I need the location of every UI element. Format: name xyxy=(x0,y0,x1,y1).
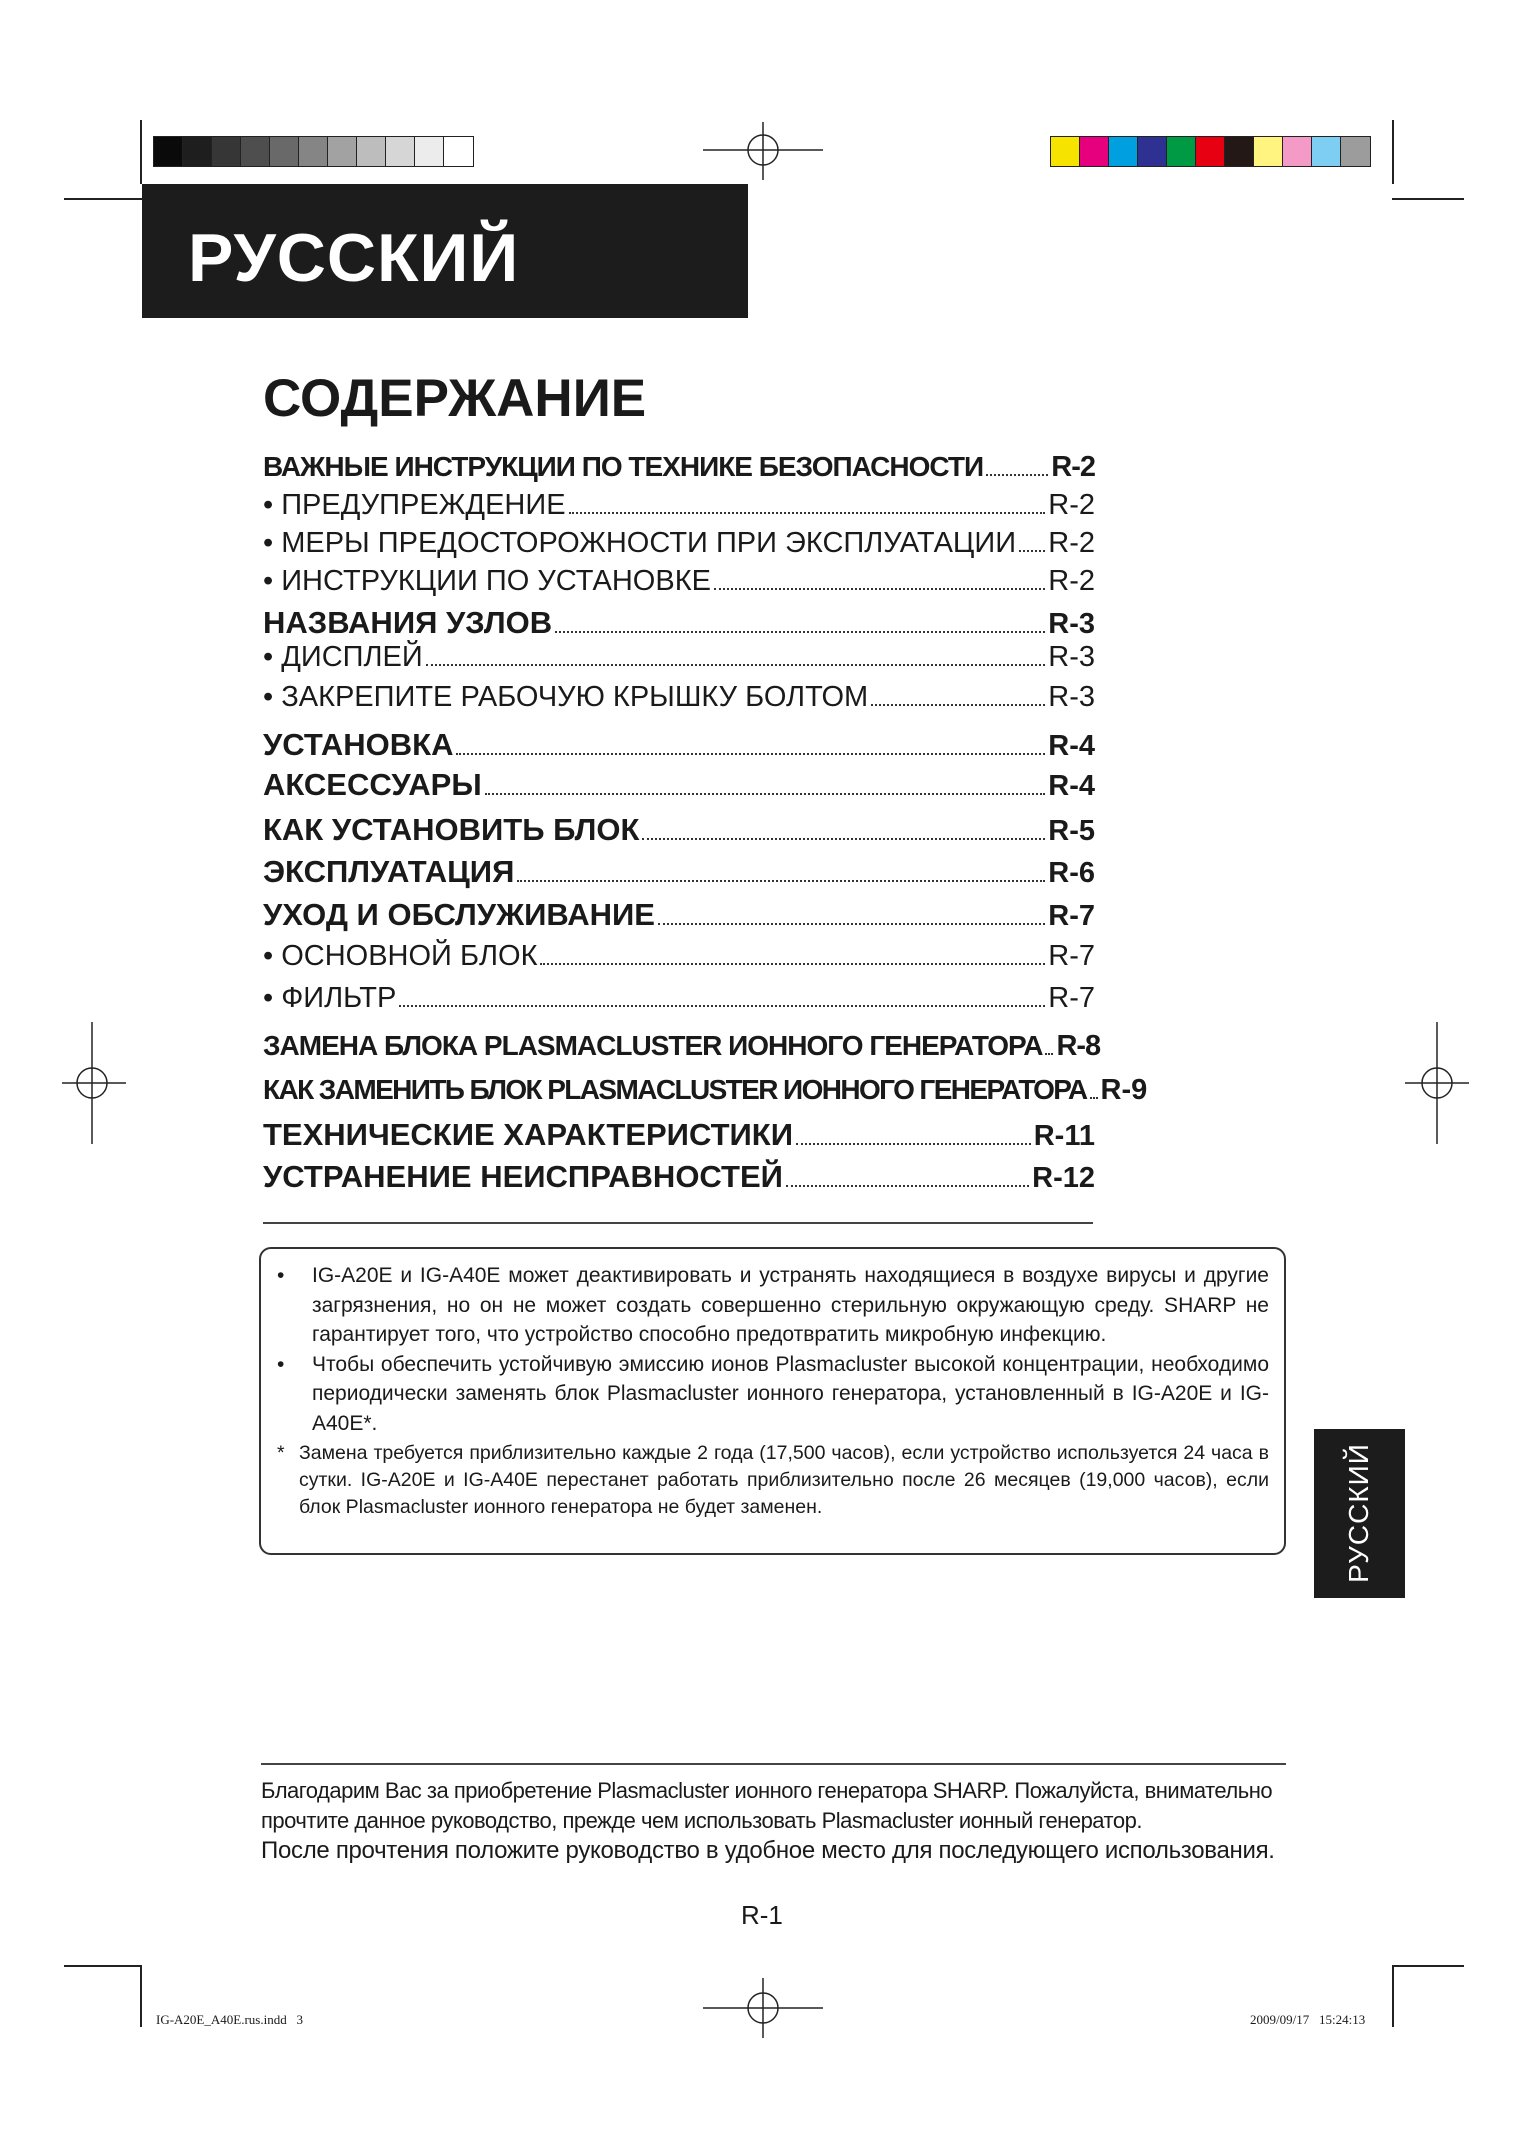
registration-mark-top xyxy=(703,122,823,182)
toc-entry xyxy=(263,566,1095,598)
toc-entry-label: • ИНСТРУКЦИИ ПО УСТАНОВКЕ xyxy=(263,565,711,597)
intro-line: прочтите данное руководство, прежде чем использовать Plasmacluster ионный генератор. xyxy=(261,1808,1142,1833)
toc-entry-page: R-3 xyxy=(1048,681,1095,713)
calibration-swatch xyxy=(1312,137,1341,166)
calibration-swatch xyxy=(1341,137,1370,166)
toc-entry-label: ТЕХНИЧЕСКИЕ ХАРАКТЕРИСТИКИ xyxy=(263,1117,793,1152)
calibration-swatch xyxy=(1283,137,1312,166)
toc-entry xyxy=(263,728,1095,763)
toc-entry xyxy=(263,1118,1095,1153)
notice-footnote-text: Замена требуется приблизительно каждые 2 года (17,500 часов), если устройство используется 24 часа в сутки. IG-A20E и IG-A40E перестанет работать приблизительно после 26 месяцев (19,000 часов), если блок Plasmacluster ионного генератора не будет заменен. xyxy=(299,1442,1269,1518)
registration-mark-bottom xyxy=(703,1978,823,2038)
toc-entry-page: R-4 xyxy=(1048,770,1095,802)
toc-entry-page: R-5 xyxy=(1048,815,1095,847)
toc-entry-label: • ФИЛЬТР xyxy=(263,982,397,1014)
toc-entry-label: ВАЖНЫЕ ИНСТРУКЦИИ ПО ТЕХНИКЕ БЕЗОПАСНОСТИ xyxy=(263,451,984,482)
toc-entry xyxy=(263,1074,1148,1107)
calibration-swatch xyxy=(415,137,444,166)
toc-title: СОДЕРЖАНИЕ xyxy=(263,369,647,428)
toc-entry-page: R-8 xyxy=(1056,1030,1101,1062)
intro-text xyxy=(261,1776,1286,1866)
toc-entry xyxy=(263,1030,1101,1063)
calibration-swatch xyxy=(328,137,357,166)
calibration-swatch xyxy=(386,137,415,166)
notice-item: • Чтобы обеспечить устойчивую эмиссию ионов Plasmacluster высокой концентрации, необходимо периодически заменять блок Plasmacluster ионного генератора, установленный в IG-A20E и IG-A40E*. xyxy=(277,1352,1269,1435)
toc-entry-page: R-3 xyxy=(1048,641,1095,673)
registration-mark-left xyxy=(62,1022,126,1144)
toc-entry xyxy=(263,768,1095,803)
calibration-swatch xyxy=(1051,137,1080,166)
toc-entry-label: • ЗАКРЕПИТЕ РАБОЧУЮ КРЫШКУ БОЛТОМ xyxy=(263,681,869,713)
toc-entry-page: R-6 xyxy=(1048,857,1095,889)
toc-entry-label: НАЗВАНИЯ УЗЛОВ xyxy=(263,605,553,640)
footer-file-name: IG-A20E_A40E.rus.indd 3 xyxy=(156,2012,303,2027)
toc-entry-page: R-2 xyxy=(1051,451,1095,483)
calibration-swatch xyxy=(1167,137,1196,166)
toc-entry-page: R-2 xyxy=(1048,489,1095,521)
calibration-swatch xyxy=(1109,137,1138,166)
toc-entry-page: R-9 xyxy=(1100,1074,1148,1106)
toc-entry-label: АКСЕССУАРЫ xyxy=(263,767,482,802)
side-language-tab xyxy=(1314,1429,1405,1598)
toc-entry xyxy=(263,642,1095,674)
toc-entry-page: R-7 xyxy=(1048,940,1095,972)
grayscale-calibration-bar xyxy=(153,136,474,167)
toc-entry-page: R-2 xyxy=(1048,527,1095,559)
calibration-swatch xyxy=(357,137,386,166)
toc-entry-label: УСТРАНЕНИЕ НЕИСПРАВНОСТЕЙ xyxy=(263,1159,783,1194)
toc-entry-label: КАК ЗАМЕНИТЬ БЛОК PLASMACLUSTER ИОННОГО ГЕНЕРАТОРА xyxy=(263,1074,1087,1105)
notice-footnote: * Замена требуется приблизительно каждые 2 года (17,500 часов), если устройство используется 24 часа в сутки. IG-A20E и IG-A40E перестанет работать приблизительно после 26 месяцев (19,000 часов), если блок Plasmacluster ионного генератора не будет заменен. xyxy=(277,1442,1269,1518)
calibration-swatch xyxy=(154,137,183,166)
toc-entry-label: • ПРЕДУПРЕЖДЕНИЕ xyxy=(263,489,566,521)
calibration-swatch xyxy=(444,137,473,166)
toc-entry xyxy=(263,452,1095,484)
toc-entry-label: • ОСНОВНОЙ БЛОК xyxy=(263,940,538,972)
toc-entry-label: УХОД И ОБСЛУЖИВАНИЕ xyxy=(263,897,655,932)
language-banner xyxy=(142,184,748,318)
calibration-swatch xyxy=(1225,137,1254,166)
toc-entry-page: R-7 xyxy=(1048,900,1095,932)
calibration-swatch xyxy=(1196,137,1225,166)
toc-entry xyxy=(263,983,1095,1015)
toc-entry xyxy=(263,528,1095,560)
toc-entry-page: R-7 xyxy=(1048,982,1095,1014)
intro-divider xyxy=(261,1763,1286,1765)
calibration-swatch xyxy=(1080,137,1109,166)
notice-item-text: IG-A20E и IG-A40E может деактивировать и устранять находящиеся в воздухе вирусы и другие загрязнения, но он не может создать совершенно стерильную окружающую среду. SHARP не гарантирует того, что устройство способно предотвратить микробную инфекцию. xyxy=(312,1264,1269,1346)
toc-entry xyxy=(263,898,1095,933)
notice-box xyxy=(259,1247,1286,1555)
registration-mark-right xyxy=(1405,1022,1469,1144)
calibration-swatch xyxy=(1254,137,1283,166)
toc-entry-page: R-4 xyxy=(1048,730,1095,762)
toc-entry xyxy=(263,490,1095,522)
intro-line: После прочтения положите руководство в удобное место для последующего использования. xyxy=(261,1837,1275,1864)
page-number: R-1 xyxy=(741,1900,783,1930)
toc-entry-label: • ДИСПЛЕЙ xyxy=(263,641,423,673)
language-banner-title: РУССКИЙ xyxy=(188,220,520,296)
toc-entry-label: УСТАНОВКА xyxy=(263,727,454,762)
calibration-swatch xyxy=(241,137,270,166)
toc-entry-label: ЭКСПЛУАТАЦИЯ xyxy=(263,854,515,889)
toc-entry-page: R-11 xyxy=(1033,1120,1095,1152)
calibration-swatch xyxy=(212,137,241,166)
toc-entry xyxy=(263,813,1095,848)
toc-entry xyxy=(263,941,1095,973)
toc-entry xyxy=(263,1160,1095,1195)
calibration-swatch xyxy=(183,137,212,166)
color-calibration-bar xyxy=(1050,136,1371,167)
intro-line: Благодарим Вас за приобретение Plasmacluster ионного генератора SHARP. Пожалуйста, внимательно xyxy=(261,1778,1273,1803)
toc-entry-page: R-2 xyxy=(1048,565,1095,597)
footer-timestamp: 2009/09/17 15:24:13 xyxy=(1250,2012,1366,2027)
toc-entry-label: ЗАМЕНА БЛОКА PLASMACLUSTER ИОННОГО ГЕНЕРАТОРА xyxy=(263,1030,1043,1061)
calibration-swatch xyxy=(270,137,299,166)
toc-entry xyxy=(263,855,1095,890)
toc-entry-label: • МЕРЫ ПРЕДОСТОРОЖНОСТИ ПРИ ЭКСПЛУАТАЦИИ xyxy=(263,527,1017,559)
calibration-swatch xyxy=(1138,137,1167,166)
toc-entry-page: R-12 xyxy=(1032,1162,1095,1194)
toc-entry-label: КАК УСТАНОВИТЬ БЛОК xyxy=(263,812,640,847)
toc-divider xyxy=(263,1222,1093,1224)
toc-entry xyxy=(263,606,1095,641)
notice-item: • IG-A20E и IG-A40E может деактивировать и устранять находящиеся в воздухе вирусы и другие загрязнения, но он не может создать совершенно стерильную окружающую среду. SHARP не гарантирует того, что устройство способно предотвратить микробную инфекцию. xyxy=(277,1264,1269,1346)
notice-item-text: Чтобы обеспечить устойчивую эмиссию ионов Plasmacluster высокой концентрации, необходимо периодически заменять блок Plasmacluster ионного генератора, установленный в IG-A20E и IG-A40E*. xyxy=(312,1352,1269,1435)
toc-entry-page: R-3 xyxy=(1048,608,1095,640)
calibration-swatch xyxy=(299,137,328,166)
toc-entry xyxy=(263,682,1095,714)
side-language-tab-label: РУССКИЙ xyxy=(1343,1443,1374,1583)
